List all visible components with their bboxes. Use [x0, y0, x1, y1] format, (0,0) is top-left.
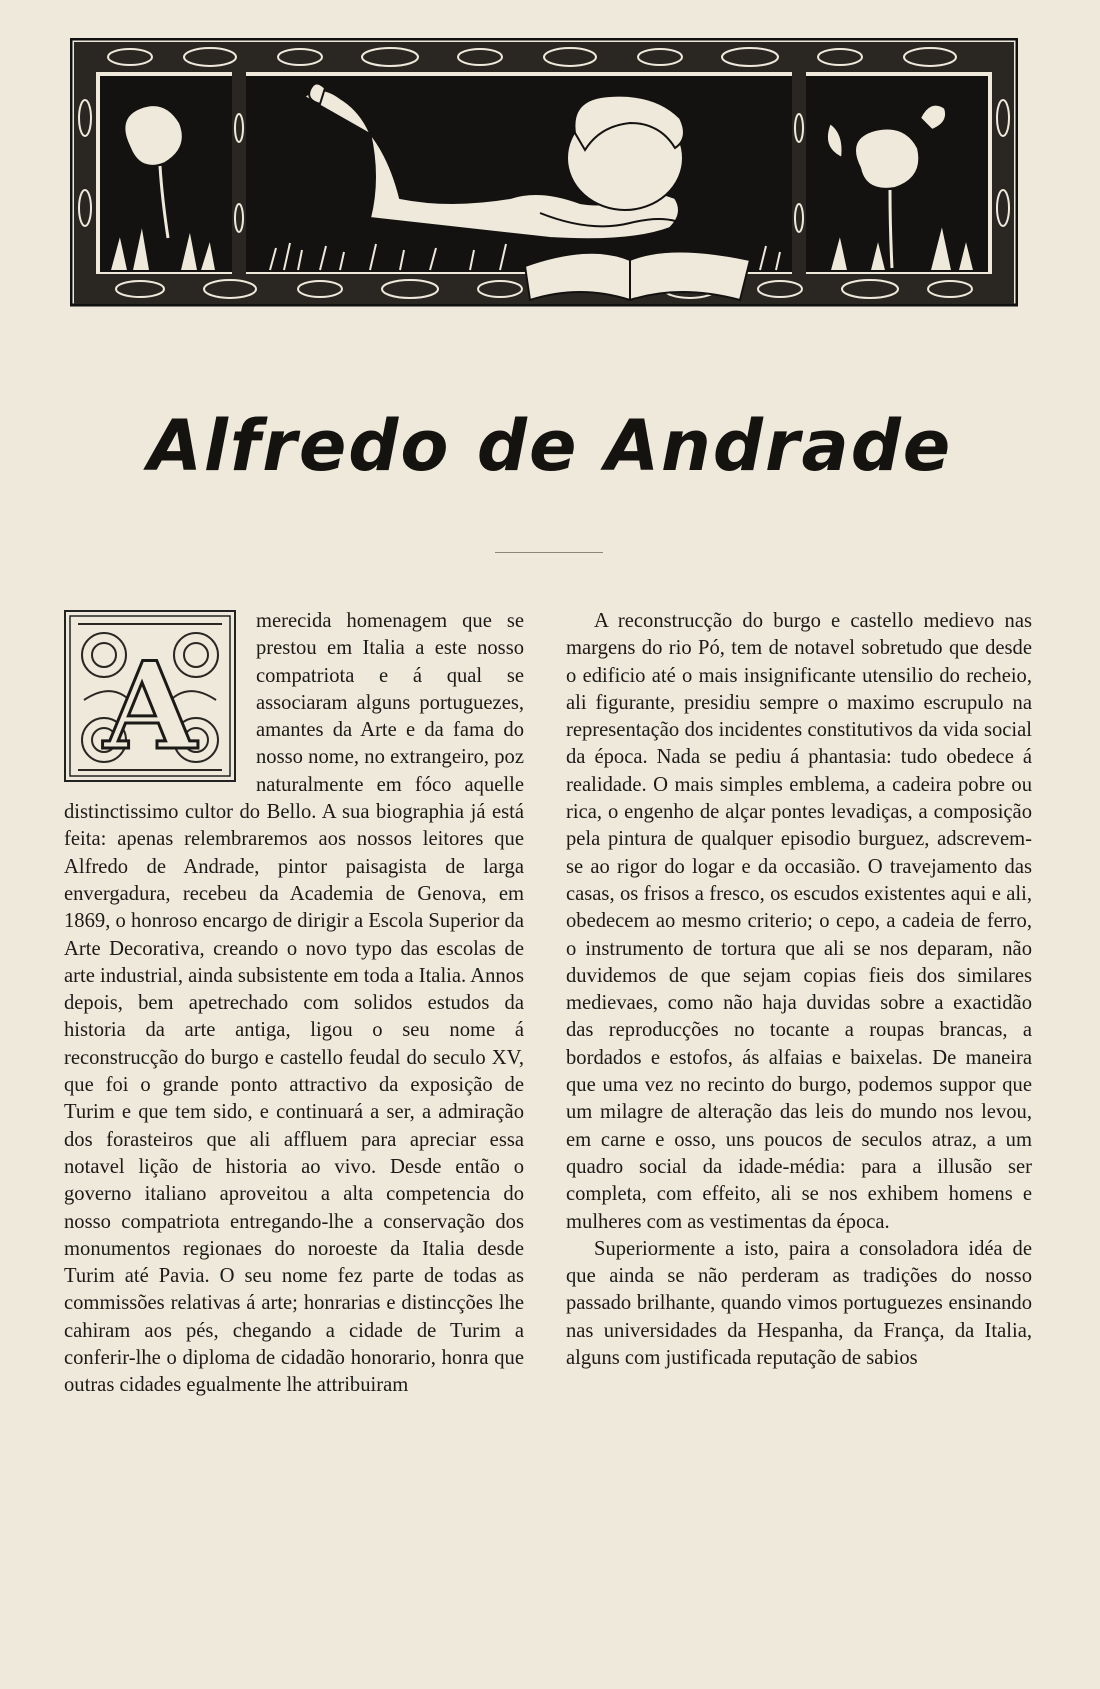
- right-column: [566, 608, 1032, 1372]
- cherub-reading-book-illustration: [70, 38, 1018, 308]
- drop-cap-letter: A: [103, 636, 197, 777]
- right-paragraph-2: Superiormente a isto, paira a consoladora idéa de que ainda se não perderam as tradições do nosso passado brilhante, quando vimos portuguezes ensinando nas universidades da Hespanha, da França, da Italia, alguns com justificada reputação de sabios: [566, 1237, 1032, 1370]
- left-column: [64, 608, 524, 1400]
- left-column-text: merecida homenagem que se prestou em Italia a este nosso compatriota e á qual se associaram alguns portuguezes, amantes da Arte e da fama do nosso nome, no extrangeiro, poz naturalmente em fóco aquelle distinctissimo cultor do Bello. A sua biographia já está feita: apenas relembraremos aos nossos leitores que Alfredo de Andrade, pintor paisagista de larga envergadura, recebeu da Academia de Genova, em 1869, o honroso encargo de dirigir a Escola Superior da Arte Decorativa, creando o novo typo das escolas de arte industrial, ainda subsistente em toda a Italia. Annos depois, bem apetrechado com solidos estudos da historia da arte antiga, ligou o seu nome á reconstrucção do burgo e castello feudal do seculo XV, que foi o grande ponto attractivo da exposição de Turim e que tem sido, e continuará a ser, a admiração dos forasteiros que ali affluem para apreciar essa notavel lição de historia ao vivo. Desde então o governo italiano aproveitou a alta competencia do nosso compatriota entregando-lhe a conservação dos monumentos regionaes do noroeste da Italia desde Turim até Pavia. O seu nome fez parte de todas as commissões relativas á arte; honrarias e distincções lhe cahiram aos pés, chegando a cidade de Turim a conferir-lhe o diploma de cidadão honorario, honra que outras cidades egualmente lhe attribuiram: [64, 610, 524, 1397]
- title-divider: [495, 552, 603, 553]
- right-paragraph-1: A reconstrucção do burgo e castello medievo nas margens do rio Pó, tem de notavel sobretudo que desde o edificio até o mais insignificante utensilio do recheio, ali figurante, presidiu sempre o maximo escrupulo na representação dos incidentes constitutivos da vida social da época. Nada se pediu á phantasia: tudo obedece á realidade. O mais simples emblema, a cadeira pobre ou rica, o engenho de alçar pontes levadiças, a composição pela pintura de qualquer episodio burguez, adscrevem-se ao rigor do logar e da occasião. O travejamento das casas, os frisos a fresco, os escudos existentes aqui e ali, obedecem ao mesmo criterio; o cepo, a cadeia de ferro, o instrumento de tortura que ali se nos deparam, não duvidemos de que sejam copias fieis dos similares medievaes, como não haja duvidas sobre a exactidão das reproducções no tocante a roupas brancas, a bordados e estofos, ás alfaias e baixelas. De maneira que uma vez no recinto do burgo, podemos suppor que um milagre de alteração das leis do mundo nos levou, em carne e osso, uns poucos de seculos atraz, a um quadro social da idade-média: para a illusão ser completa, com effeito, ali se nos exhibem homens e mulheres com as vestimentas da época.: [566, 610, 1032, 1233]
- ornamental-initial-letter: [64, 610, 236, 782]
- article-title: Alfredo de Andrade: [147, 405, 953, 487]
